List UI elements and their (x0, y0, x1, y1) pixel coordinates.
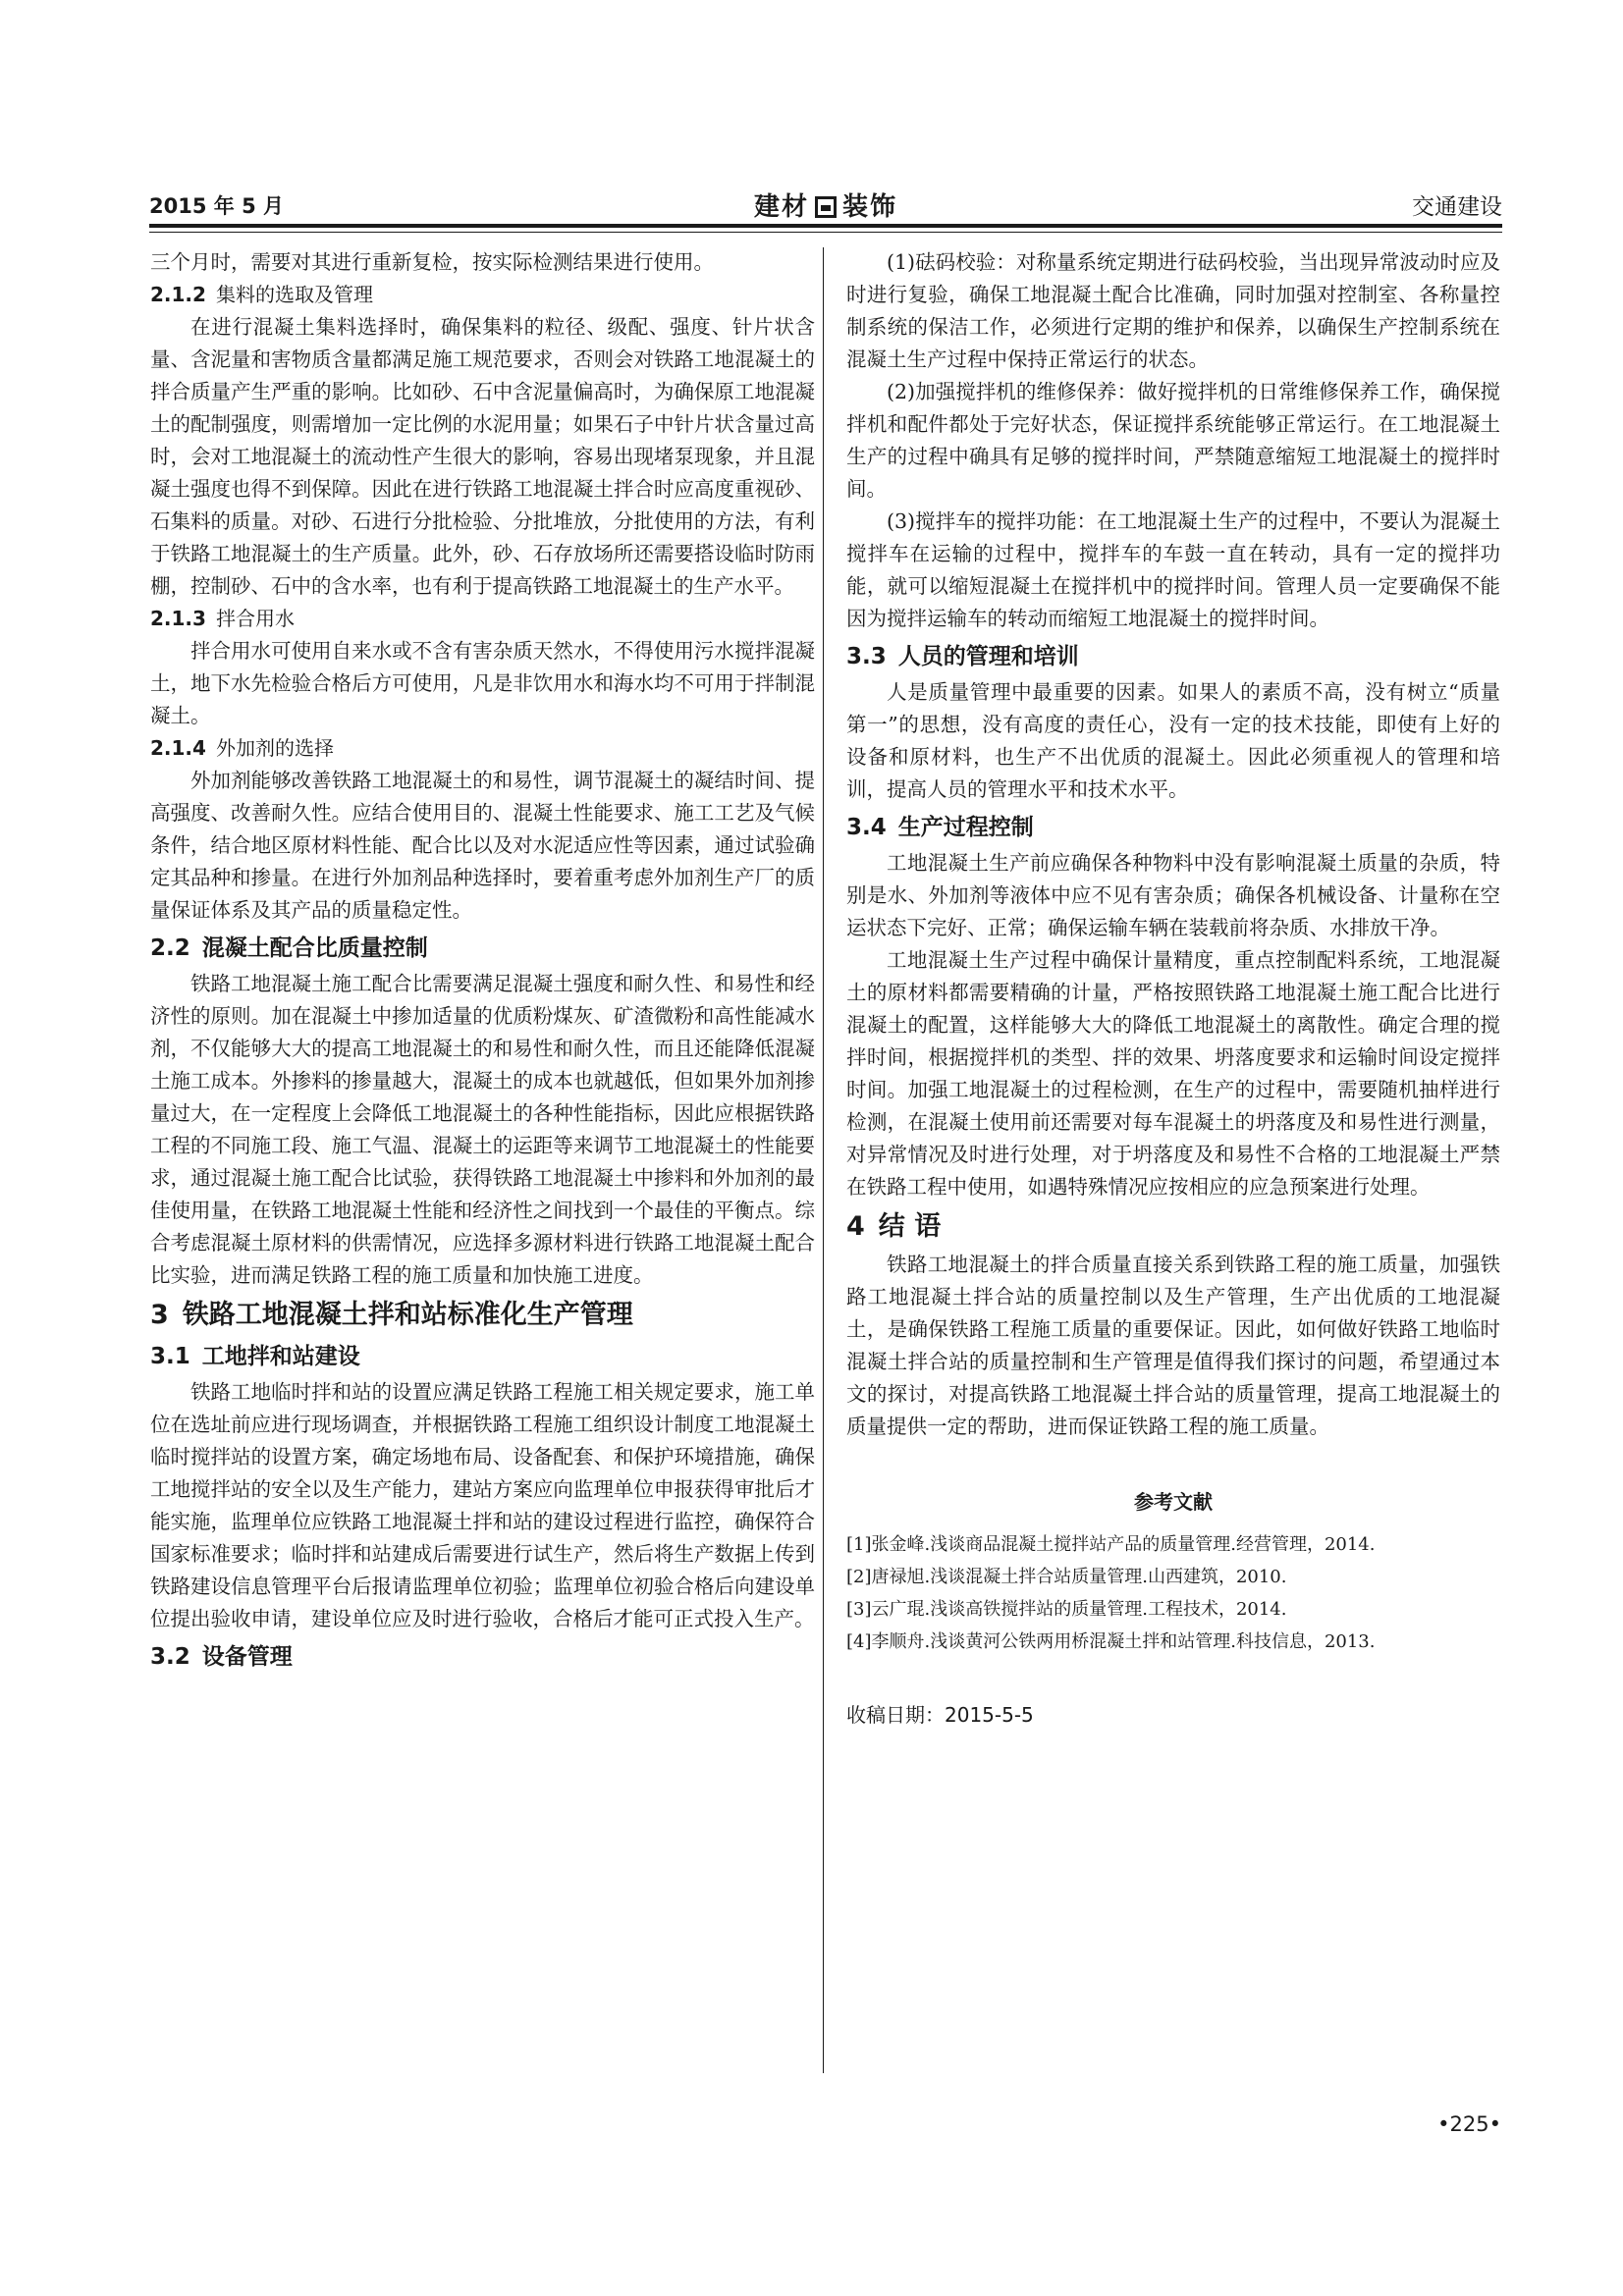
paragraph: 铁路工地混凝土施工配合比需要满足混凝土强度和耐久性、和易性和经济性的原则。加在混凝土中掺加适量的优质粉煤灰、矿渣微粉和高性能减水剂，不仅能够大大的提高工地混凝土的和易性和耐久性，而且还能降低混凝土施工成本。外掺料的掺量越大，混凝土的成本也就越低，但如果外加剂掺量过大，在一定程度上会降低工地混凝土的各种性能指标，因此应根据铁路工程的不同施工段、施工气温、混凝土的运距等来调节工地混凝土的性能要求，通过混凝土施工配合比试验，获得铁路工地混凝土中掺料和外加剂的最佳使用量，在铁路工地混凝土性能和经济性之间找到一个最佳的平衡点。综合考虑混凝土原材料的供需情况，应选择多源材料进行铁路工地混凝土配合比实验，进而满足铁路工程的施工质量和加快施工进度。 (150, 972, 815, 1287)
page-number: •225• (1437, 2112, 1501, 2136)
heading-3-4: 3.4 生产过程控制 (846, 815, 1034, 840)
left-column (150, 246, 815, 1677)
paragraph: 铁路工地混凝土的拌合质量直接关系到铁路工程的施工质量，加强铁路工地混凝土拌合站的质量控制以及生产管理，生产出优质的工地混凝土，是确保铁路工程施工质量的重要保证。因此，如何做好铁路工地临时混凝土拌合站的质量控制和生产管理是值得我们探讨的问题，希望通过本文的探讨，对提高铁路工地混凝土拌合站的质量管理，提高工地混凝土的质量提供一定的帮助，进而保证铁路工程的施工质量。 (846, 1253, 1500, 1438)
heading-2-1-4: 2.1.4 外加剂的选择 (150, 736, 334, 760)
journal-title (149, 187, 1502, 223)
journal-logo-icon (815, 196, 837, 218)
heading-3-2: 3.2 设备管理 (150, 1644, 293, 1670)
paragraph: 拌合用水可使用自来水或不含有害杂质天然水，不得使用污水搅拌混凝土，地下水先检验合格后方可使用，凡是非饮用水和海水均不可用于拌制混凝土。 (150, 639, 815, 727)
paragraph: 外加剂能够改善铁路工地混凝土的和易性，调节混凝土的凝结时间、提高强度、改善耐久性。应结合使用目的、混凝土性能要求、施工工艺及气候条件，结合地区原材料性能、配合比以及对水泥适应性等因素，通过试验确定其品种和掺量。在进行外加剂品种选择时，要着重考虑外加剂生产厂的质量保证体系及其产品的质量稳定性。 (150, 769, 815, 922)
column-divider (823, 247, 824, 2073)
reference-item: [2]唐禄旭.浅谈混凝土拌合站质量管理.山西建筑，2010. (846, 1567, 1287, 1587)
paragraph: (2)加强搅拌机的维修保养：做好搅拌机的日常维修保养工作，确保搅拌机和配件都处于完好状态，保证搅拌系统能够正常运行。在工地混凝土生产的过程中确具有足够的搅拌时间，严禁随意缩短工地混凝土的搅拌时间。 (846, 380, 1500, 501)
paragraph: 在进行混凝土集料选择时，确保集料的粒径、级配、强度、针片状含量、含泥量和害物质含量都满足施工规范要求，否则会对铁路工地混凝土的拌合质量产生严重的影响。比如砂、石中含泥量偏高时，为确保原工地混凝土的配制强度，则需增加一定比例的水泥用量；如果石子中针片状含量过高时，会对工地混凝土的流动性产生很大的影响，容易出现堵泵现象，并且混凝土强度也得不到保障。因此在进行铁路工地混凝土拌合时应高度重视砂、石集料的质量。对砂、石进行分批检验、分批堆放，分批使用的方法，有利于铁路工地混凝土的生产质量。此外，砂、石存放场所还需要搭设临时防雨棚，控制砂、石中的含水率，也有利于提高铁路工地混凝土的生产水平。 (150, 315, 815, 598)
paragraph: 铁路工地临时拌和站的设置应满足铁路工程施工相关规定要求，施工单位在选址前应进行现场调查，并根据铁路工程施工组织设计制度工地混凝土临时搅拌站的设置方案，确定场地布局、设备配套、和保护环境措施，确保工地搅拌站的安全以及生产能力，建站方案应向监理单位申报获得审批后才能实施，监理单位应铁路工地混凝土拌和站的建设过程进行监控，确保符合国家标准要求；临时拌和站建成后需要进行试生产，然后将生产数据上传到铁路建设信息管理平台后报请监理单位初验；监理单位初验合格后向建设单位提出验收申请，建设单位应及时进行验收，合格后才能可正式投入生产。 (150, 1380, 815, 1630)
heading-3-1: 3.1 工地拌和站建设 (150, 1344, 360, 1369)
heading-3-3: 3.3 人员的管理和培训 (846, 644, 1079, 669)
paragraph: 三个月时，需要对其进行重新复检，按实际检测结果进行使用。 (150, 250, 714, 274)
reference-item: [3]云广琨.浅谈高铁搅拌站的质量管理.工程技术，2014. (846, 1599, 1287, 1620)
paragraph: 工地混凝土生产前应确保各种物料中没有影响混凝土质量的杂质，特别是水、外加剂等液体中应不见有害杂质；确保各机械设备、计量称在空运状态下完好、正常；确保运输车辆在装载前将杂质、水排放干净。 (846, 851, 1500, 939)
heading-4: 4 结 语 (846, 1211, 942, 1242)
header-rule-thin (149, 232, 1502, 233)
received-date: 收稿日期：2015-5-5 (846, 1703, 1034, 1727)
header-rule-thick (149, 224, 1502, 228)
heading-3: 3 铁路工地混凝土拌和站标准化生产管理 (150, 1300, 633, 1330)
section-name: 交通建设 (1412, 194, 1502, 220)
issue-date: 2015 年 5 月 (149, 194, 284, 218)
running-header (149, 185, 1502, 222)
reference-item: [4]李顺舟.浅谈黄河公铁两用桥混凝土拌和站管理.科技信息，2013. (846, 1631, 1376, 1652)
journal-title-part-b: 装饰 (842, 192, 898, 222)
heading-2-2: 2.2 混凝土配合比质量控制 (150, 935, 428, 961)
heading-2-1-2: 2.1.2 集料的选取及管理 (150, 283, 373, 306)
paragraph: (3)搅拌车的搅拌功能：在工地混凝土生产的过程中，不要认为混凝土搅拌车在运输的过程中，搅拌车的车鼓一直在转动，具有一定的搅拌功能，就可以缩短混凝土在搅拌机中的搅拌时间。管理人员一定要确保不能因为搅拌运输车的转动而缩短工地混凝土的搅拌时间。 (846, 509, 1500, 630)
paragraph: 工地混凝土生产过程中确保计量精度，重点控制配料系统，工地混凝土的原材料都需要精确的计量，严格按照铁路工地混凝土施工配合比进行混凝土的配置，这样能够大大的降低工地混凝土的离散性。确定合理的搅拌时间，根据搅拌机的类型、拌的效果、坍落度要求和运输时间设定搅拌时间。加强工地混凝土的过程检测，在生产的过程中，需要随机抽样进行检测，在混凝土使用前还需要对每车混凝土的坍落度及和易性进行测量，对异常情况及时进行处理，对于坍落度及和易性不合格的工地混凝土严禁在铁路工程中使用，如遇特殊情况应按相应的应急预案进行处理。 (846, 948, 1500, 1199)
paragraph: (1)砝码校验：对称量系统定期进行砝码校验，当出现异常波动时应及时进行复验，确保工地混凝土配合比准确，同时加强对控制室、各称量控制系统的保洁工作，必须进行定期的维护和保养，以确保生产控制系统在混凝土生产过程中保持正常运行的状态。 (846, 250, 1500, 371)
reference-item: [1]张金峰.浅谈商品混凝土搅拌站产品的质量管理.经营管理，2014. (846, 1534, 1376, 1555)
heading-2-1-3: 2.1.3 拌合用水 (150, 607, 295, 630)
paragraph: 人是质量管理中最重要的因素。如果人的素质不高，没有树立“质量第一”的思想，没有高度的责任心，没有一定的技术技能，即使有上好的设备和原材料，也生产不出优质的混凝土。因此必须重视人的管理和培训，提高人员的管理水平和技术水平。 (846, 680, 1500, 801)
journal-title-part-a: 建材 (753, 192, 809, 222)
right-column (846, 246, 1500, 1732)
references-title: 参考文献 (1134, 1490, 1213, 1514)
